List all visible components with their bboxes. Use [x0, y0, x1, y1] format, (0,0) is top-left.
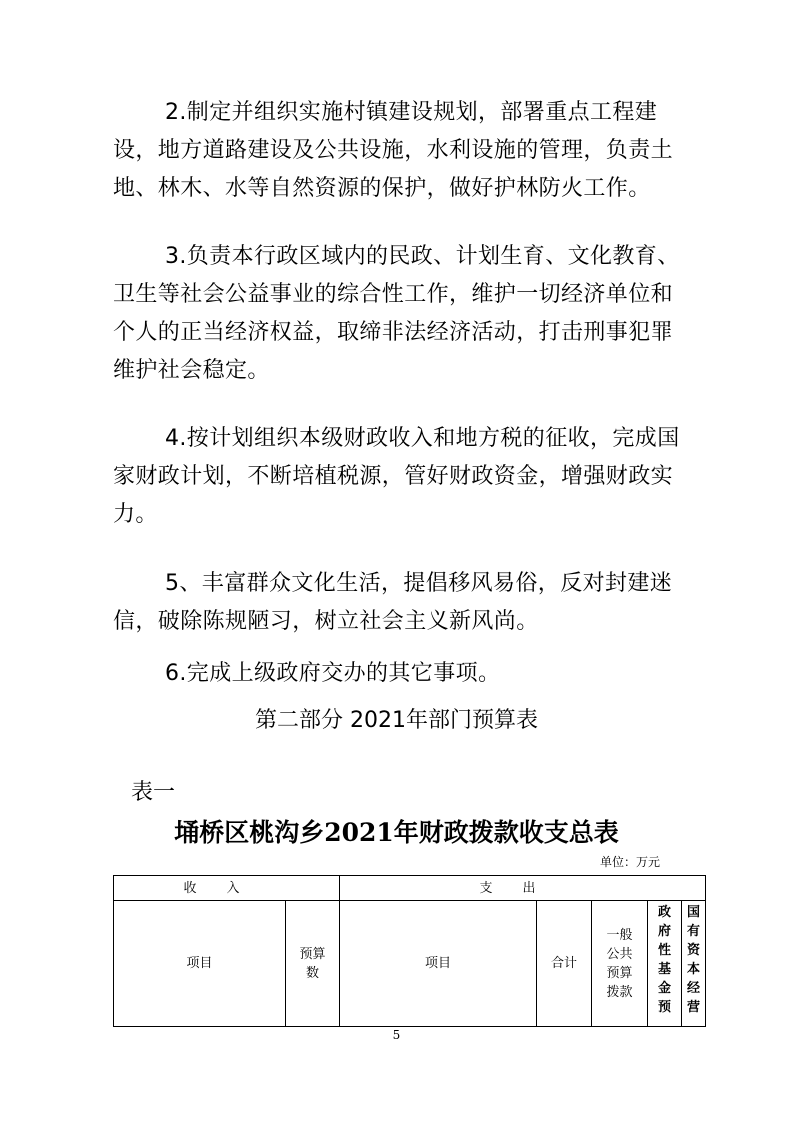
income-budget-header: 预算数 — [286, 901, 340, 1027]
unit-label: 单位：万元 — [600, 855, 661, 869]
paragraph-2: 2.制定并组织实施村镇建设规划，部署重点工程建设，地方道路建设及公共设施，水利设施的管理，负责土地、林木、水等自然资源的保护，做好护林防火工作。 — [113, 100, 674, 201]
page-number: 5 — [392, 1028, 401, 1042]
expense-item-header: 项目 — [340, 901, 537, 1027]
table-label: 表一 — [131, 780, 176, 805]
income-header: 收入 — [114, 876, 340, 901]
paragraph-5: 5、丰富群众文化生活，提倡移风易俗，反对封建迷信，破除陈规陋习，树立社会主义新风尚。 — [113, 571, 673, 634]
paragraph-6: 6.完成上级政府交办的其它事项。 — [165, 661, 501, 686]
general-budget-header: 一般公共预算拨款 — [592, 901, 648, 1027]
paragraph-4: 4.按计划组织本级财政收入和地方税的征收，完成国家财政计划，不断培植税源，管好财政资金，增强财政实力。 — [113, 426, 680, 527]
table-title: 埇桥区桃沟乡2021年财政拨款收支总表 — [174, 818, 619, 847]
state-capital-header: 国有资本经营 — [682, 901, 706, 1027]
gov-fund-header: 政府性基金预 — [648, 901, 682, 1027]
section-title: 第二部分 2021年部门预算表 — [255, 708, 538, 733]
expense-header: 支出 — [340, 876, 706, 901]
expense-total-header: 合计 — [537, 901, 592, 1027]
paragraph-3: 3.负责本行政区域内的民政、计划生育、文化教育、卫生等社会公益事业的综合性工作，维护一切经济单位和个人的正当经济权益，取缔非法经济活动，打击刑事犯罪维护社会稳定。 — [113, 244, 680, 383]
finance-table — [113, 875, 706, 1027]
income-item-header: 项目 — [114, 901, 286, 1027]
